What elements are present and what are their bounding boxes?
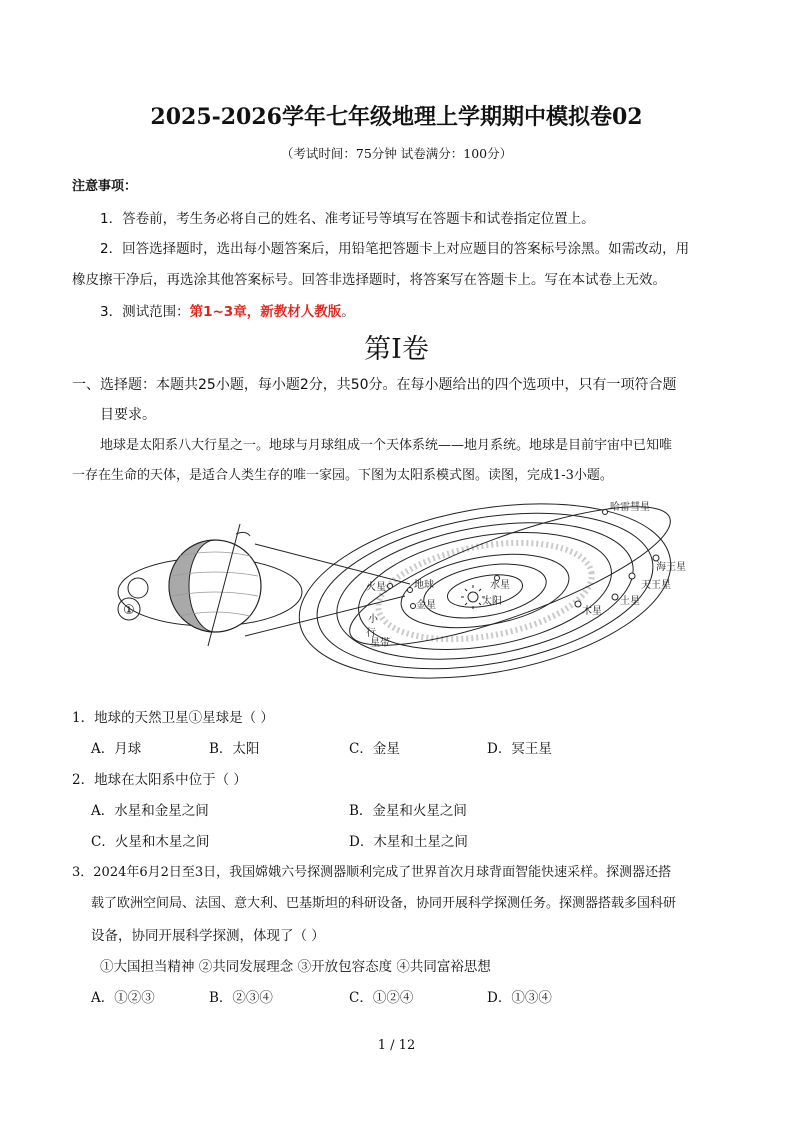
earth-dot (408, 588, 413, 593)
label-earth: 地球 (414, 580, 434, 591)
notice-item-3-suffix: 。 (341, 304, 355, 320)
notice-item-1: 1．答卷前，考生务必将自己的姓名、准考证号等填写在答题卡和试卷指定位置上。 (100, 211, 595, 227)
intro-line-1: 地球是太阳系八大行星之一。地球与月球组成一个天体系统——地月系统。地球是目前宇宙中已知唯 (100, 438, 673, 453)
question-2-stem: 2．地球在太阳系中位于（ ） (72, 772, 247, 788)
page-number: 1 / 12 (377, 1038, 416, 1053)
intro-line-2: 一存在生命的天体，是适合人类生存的唯一家园。下图为太阳系模式图。读图，完成1-3小题。 (72, 468, 613, 483)
label-uranus: 天王星 (641, 580, 671, 591)
question-3-stem-line-3: 设备，协同开展科学探测，体现了（ ） (91, 928, 325, 944)
venus-dot (411, 604, 416, 609)
neptune-dot (653, 555, 659, 561)
question-3-stem-line-2: 载了欧洲空间局、法国、意大利、巴基斯坦的科研设备，协同开展科学探测任务。探测器搭载多国科研 (91, 896, 677, 911)
label-saturn: 土星 (620, 596, 640, 607)
question-2-option-d: D．木星和土星之间 (349, 834, 468, 850)
moon-small-circle (128, 578, 148, 598)
mars-dot (388, 584, 393, 589)
volume-heading: 第I卷 (364, 334, 429, 365)
label-mercury: 水星 (490, 580, 510, 591)
earth-globe (169, 524, 261, 646)
moon-marker-label: ① (123, 603, 135, 618)
question-1-option-b: B．太阳 (209, 741, 260, 757)
label-asteroid-3: 星带 (370, 638, 390, 649)
notice-item-3-prefix: 3．测试范围： (100, 304, 190, 320)
section-heading-line-1: 一、选择题：本题共25小题，每小题2分，共50分。在每小题给出的四个选项中，只有一项符合题 (72, 377, 677, 393)
question-2-option-a: A．水星和金星之间 (91, 803, 209, 819)
halley-dot (603, 510, 608, 515)
question-3-option-a: A．①②③ (91, 990, 155, 1006)
planet-orbits (286, 496, 685, 686)
question-3-option-b: B．②③④ (209, 990, 273, 1006)
question-1-option-c: C．金星 (349, 741, 400, 757)
uranus-dot (629, 573, 635, 579)
exam-info: （考试时间：75分钟 试卷满分：100分） (280, 146, 513, 161)
question-3-option-d: D．①③④ (487, 990, 552, 1006)
label-asteroid-1: 小 (368, 614, 378, 625)
question-2-option-c: C．火星和木星之间 (91, 834, 210, 850)
label-asteroid-2: 行 (366, 628, 376, 639)
label-mars: 火星 (366, 582, 386, 593)
notice-heading: 注意事项： (72, 179, 138, 194)
notice-item-2-line-2: 橡皮擦干净后，再选涂其他答案标号。回答非选择题时，将答案写在答题卡上。写在本试卷上无效。 (72, 272, 666, 288)
label-sun: 太阳 (482, 596, 502, 607)
question-1-option-d: D．冥王星 (487, 741, 552, 757)
label-halley: 哈雷彗星 (610, 502, 650, 513)
notice-item-2-line-1: 2．回答选择题时，选出每小题答案后，用铅笔把答题卡上对应题目的答案标号涂黑。如需改动，用 (100, 241, 690, 257)
question-2-option-b: B．金星和火星之间 (349, 803, 467, 819)
page-title: 2025-2026学年七年级地理上学期期中模拟卷02 (150, 104, 643, 130)
label-venus: 金星 (416, 600, 436, 611)
notice-item-3 (100, 300, 355, 320)
label-jupiter: 木星 (582, 606, 602, 617)
question-3-statements: ①大国担当精神 ②共同发展理念 ③开放包容态度 ④共同富裕思想 (100, 959, 491, 975)
section-heading-line-2: 目要求。 (100, 407, 156, 423)
question-1-option-a: A．月球 (91, 741, 142, 757)
question-1-stem: 1．地球的天然卫星①星球是（ ） (72, 710, 274, 726)
jupiter-dot (575, 601, 581, 607)
question-3-option-c: C．①②④ (349, 990, 414, 1006)
solar-system-figure (110, 496, 690, 686)
label-neptune: 海王星 (656, 562, 686, 573)
saturn-dot (612, 594, 618, 600)
test-range: 第1~3章，新教材人教版 (189, 304, 342, 320)
question-3-stem-line-1: 3．2024年6月2日至3日，我国嫦娥六号探测器顺利完成了世界首次月球背面智能快速采样。探测器还搭 (72, 865, 672, 880)
